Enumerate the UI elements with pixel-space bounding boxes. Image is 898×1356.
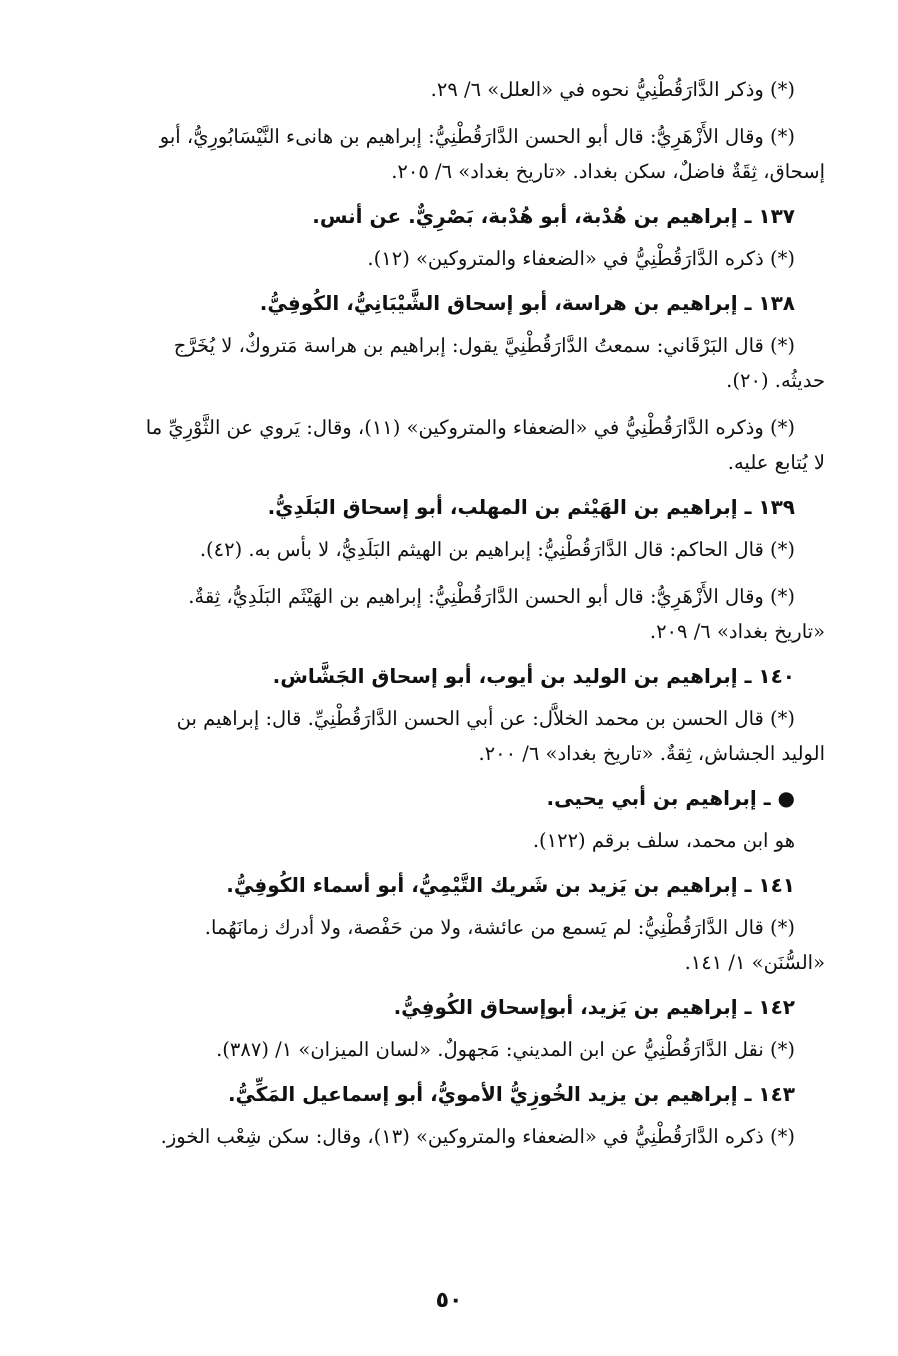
text-line: (*) قال الحسن بن محمد الخلاَّل: عن أبي الحسن الدَّارَقُطْنِيِّ. قال: إبراهيم بن — [176, 707, 795, 730]
paragraph — [50, 241, 825, 276]
paragraph — [50, 579, 825, 649]
paragraph — [50, 72, 825, 107]
entry-title: ١٣٩ ـ إبراهيم بن الهَيْثم بن المهلب، أبو إسحاق البَلَدِيُّ. — [267, 495, 795, 519]
text-line: (*) وذكر الدَّارَقُطْنِيُّ نحوه في «العلل» ٦/ ٢٩. — [430, 78, 795, 101]
entry-title: ١٣٨ ـ إبراهيم بن هراسة، أبو إسحاق الشَّيْبَانِيُّ، الكُوفِيُّ. — [259, 291, 795, 315]
text-line: (*) وقال الأَزْهَرِيُّ: قال أبو الحسن الدَّارَقُطْنِيُّ: إبراهيم بن الهَيْثَم البَلَدِيُّ، ثِقةٌ. — [188, 585, 795, 608]
entry-title: ١٤٣ ـ إبراهيم بن يزيد الخُوزِيُّ الأمويُّ، أبو إسماعيل المَكِّيُّ. — [227, 1082, 795, 1106]
text-line: «السُّنَن» ١/ ١٤١. — [684, 951, 825, 974]
paragraph — [50, 532, 825, 567]
text-line: (*) وقال الأَزْهَرِيُّ: قال أبو الحسن الدَّارَقُطْنِيُّ: إبراهيم بن هانىء النَّيْسَابُورِيُّ، أبو — [159, 125, 795, 148]
entry-title: ١٤١ ـ إبراهيم بن يَزيد بن شَريك التَّيْمِيُّ، أبو أسماء الكُوفِيُّ. — [226, 873, 795, 897]
text-line: «تاريخ بغداد» ٦/ ٢٠٩. — [649, 620, 825, 643]
paragraph — [50, 701, 825, 771]
entry-title: ١٤٠ ـ إبراهيم بن الوليد بن أيوب، أبو إسحاق الجَشَّاش. — [272, 664, 795, 688]
text-line: لا يُتابع عليه. — [727, 451, 825, 474]
paragraph — [50, 1032, 825, 1067]
text-line: (*) نقل الدَّارَقُطْنِيُّ عن ابن المديني: مَجهولٌ. «لسان الميزان» ١/ (٣٨٧). — [216, 1038, 795, 1061]
paragraph — [50, 328, 825, 398]
text-line: (*) قال الحاكم: قال الدَّارَقُطْنِيُّ: إبراهيم بن الهيثم البَلَدِيُّ، لا بأس به. (٤٢). — [199, 538, 795, 561]
paragraph — [50, 823, 825, 858]
text-line: (*) ذكره الدَّارَقُطْنِيُّ في «الضعفاء والمتروكين» (١٣)، وقال: سكن شِعْب الخوز. — [160, 1125, 795, 1148]
text-line: (*) قال الدَّارَقُطْنِيُّ: لم يَسمع من عائشة، ولا من حَفْصة، ولا أدرك زمانَهُما. — [204, 916, 795, 939]
text-line: الوليد الجشاش، ثِقةٌ. «تاريخ بغداد» ٦/ ٢٠٠. — [478, 742, 825, 765]
text-line: حديثُه. (٢٠). — [726, 369, 825, 392]
text-line: (*) قال البَرْقَاني: سمعتُ الدَّارَقُطْنِيَّ يقول: إبراهيم بن هراسة مَتروكٌ، لا يُخَرَّج — [173, 334, 795, 357]
text-line: (*) وذكره الدَّارَقُطْنِيُّ في «الضعفاء والمتروكين» (١١)، وقال: يَروي عن الثَّوْرِيِّ ما — [145, 416, 795, 439]
paragraph — [50, 410, 825, 480]
entry-title: ● ـ إبراهيم بن أبي يحيى. — [546, 786, 795, 810]
entry-title: ١٤٢ ـ إبراهيم بن يَزيد، أبوإسحاق الكُوفِيُّ. — [393, 995, 795, 1019]
entry-title: ١٣٧ ـ إبراهيم بن هُدْبة، أبو هُدْبة، بَصْرِيٌّ. عن أنس. — [312, 204, 795, 228]
page-text — [50, 72, 825, 1166]
paragraph — [50, 910, 825, 980]
page-number: ٥٠ — [435, 1288, 463, 1313]
text-line: إسحاق، ثِقَةٌ فاضلٌ، سكن بغداد. «تاريخ بغداد» ٦/ ٢٠٥. — [391, 160, 825, 183]
text-line: (*) ذكره الدَّارَقُطْنِيُّ في «الضعفاء والمتروكين» (١٢). — [367, 247, 795, 270]
paragraph — [50, 119, 825, 189]
paragraph — [50, 1119, 825, 1154]
text-line: هو ابن محمد، سلف برقم (١٢٢). — [532, 829, 795, 852]
